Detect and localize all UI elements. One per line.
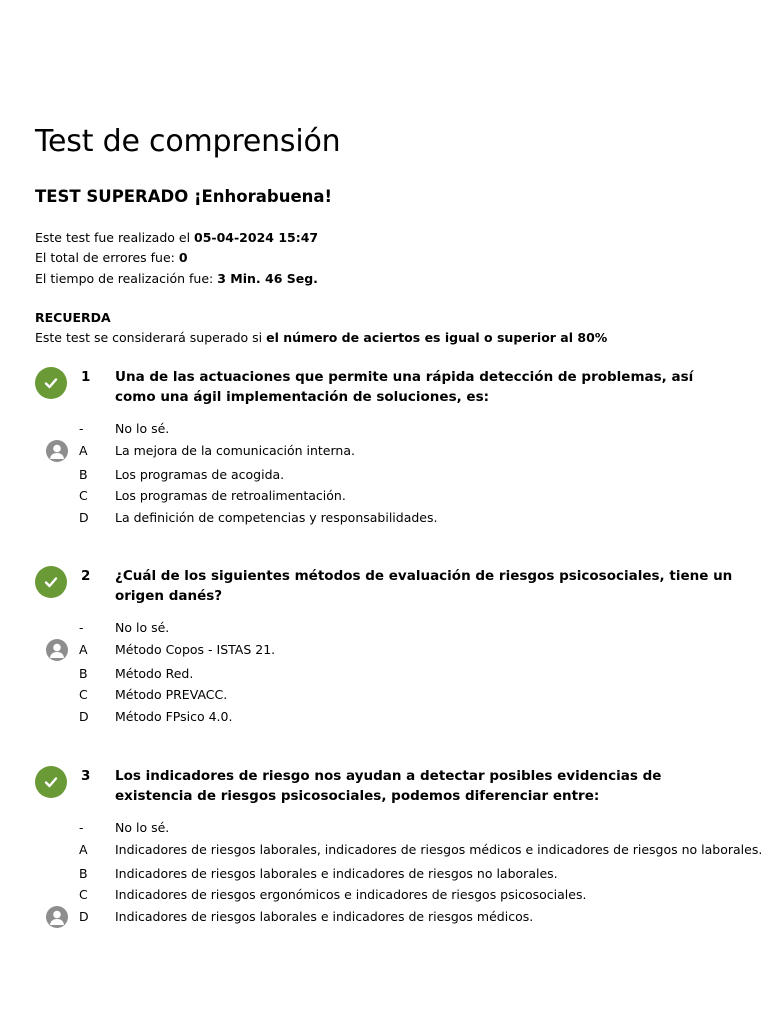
question-text: ¿Cuál de los siguientes métodos de evaluación de riesgos psicosociales, tiene un origen danés? <box>115 568 733 604</box>
test-time-line <box>35 270 318 287</box>
page-title: Test de comprensión <box>35 124 341 159</box>
answer-option-text: Indicadores de riesgos ergonómicos e indicadores de riesgos psicosociales. <box>115 887 587 902</box>
test-date-line <box>35 229 318 246</box>
answer-option-letter: B <box>79 866 88 881</box>
answer-option-letter: - <box>79 620 84 635</box>
test-time-label: El tiempo de realización fue: <box>35 271 218 286</box>
answer-option <box>35 486 735 506</box>
user-answer-icon <box>46 440 68 462</box>
answer-option <box>35 441 735 461</box>
test-date-value: 05-04-2024 15:47 <box>194 230 319 245</box>
user-answer-icon <box>46 906 68 928</box>
answer-option <box>35 864 735 884</box>
answer-option-text: Método PREVACC. <box>115 687 228 702</box>
answer-option-letter: A <box>79 642 88 657</box>
answer-option-letter: B <box>79 666 88 681</box>
answer-option-text: Los programas de acogida. <box>115 467 285 482</box>
answer-option-text: Método Copos - ISTAS 21. <box>115 642 276 657</box>
answer-option <box>35 840 763 860</box>
answer-option <box>35 885 735 905</box>
correct-check-icon <box>35 367 67 399</box>
answer-option <box>35 419 735 439</box>
answer-option-letter: C <box>79 687 88 702</box>
answer-option-letter: D <box>79 909 89 924</box>
test-date-label: Este test fue realizado el <box>35 230 195 245</box>
answer-option <box>35 818 735 838</box>
correct-check-icon <box>35 766 67 798</box>
question-text: Una de las actuaciones que permite una rápida detección de problemas, así como una ágil implementación de soluciones, es: <box>115 369 694 405</box>
answer-option <box>35 618 735 638</box>
answer-option-letter: - <box>79 421 84 436</box>
test-status: TEST SUPERADO ¡Enhorabuena! <box>35 187 333 206</box>
answer-option-letter: A <box>79 842 88 857</box>
test-errors-line <box>35 249 188 266</box>
test-errors-value: 0 <box>178 250 188 265</box>
answer-option-letter: D <box>79 510 89 525</box>
answer-option-text: Indicadores de riesgos laborales e indicadores de riesgos no laborales. <box>115 866 558 881</box>
remember-text-plain: Este test se considerará superado si <box>35 330 267 345</box>
answer-option-letter: C <box>79 887 88 902</box>
answer-option-text: Método FPsico 4.0. <box>115 709 233 724</box>
answer-option <box>35 508 735 528</box>
answer-option <box>35 907 735 927</box>
question-number: 2 <box>81 568 91 584</box>
remember-heading: RECUERDA <box>35 310 111 325</box>
answer-option-letter: D <box>79 709 89 724</box>
answer-option-text: No lo sé. <box>115 620 170 635</box>
answer-option-text: La definición de competencias y responsabilidades. <box>115 510 438 525</box>
question-number: 1 <box>81 369 91 385</box>
remember-text-bold: el número de aciertos es igual o superior al 80% <box>266 330 608 345</box>
answer-option-text: Indicadores de riesgos laborales, indicadores de riesgos médicos e indicadores de riesgos no laborales. <box>115 842 763 857</box>
answer-option <box>35 685 735 705</box>
correct-check-icon <box>35 566 67 598</box>
answer-option-letter: - <box>79 820 84 835</box>
answer-option <box>35 664 735 684</box>
answer-option-text: Indicadores de riesgos laborales e indicadores de riesgos médicos. <box>115 909 534 924</box>
answer-option-text: Los programas de retroalimentación. <box>115 488 346 503</box>
test-errors-label: El total de errores fue: <box>35 250 179 265</box>
test-time-value: 3 Min. 46 Seg. <box>217 271 318 286</box>
question-text: Los indicadores de riesgo nos ayudan a detectar posibles evidencias de existencia de riesgos psicosociales, podemos diferenciar entre: <box>115 768 662 804</box>
answer-option-letter: A <box>79 443 88 458</box>
user-answer-icon <box>46 639 68 661</box>
answer-option-text: No lo sé. <box>115 820 170 835</box>
remember-text <box>35 329 607 346</box>
answer-option <box>35 707 735 727</box>
question-number: 3 <box>81 768 91 784</box>
answer-option <box>35 465 735 485</box>
answer-option-text: La mejora de la comunicación interna. <box>115 443 355 458</box>
answer-option <box>35 640 735 660</box>
answer-option-text: No lo sé. <box>115 421 170 436</box>
answer-option-text: Método Red. <box>115 666 194 681</box>
answer-option-letter: C <box>79 488 88 503</box>
answer-option-letter: B <box>79 467 88 482</box>
